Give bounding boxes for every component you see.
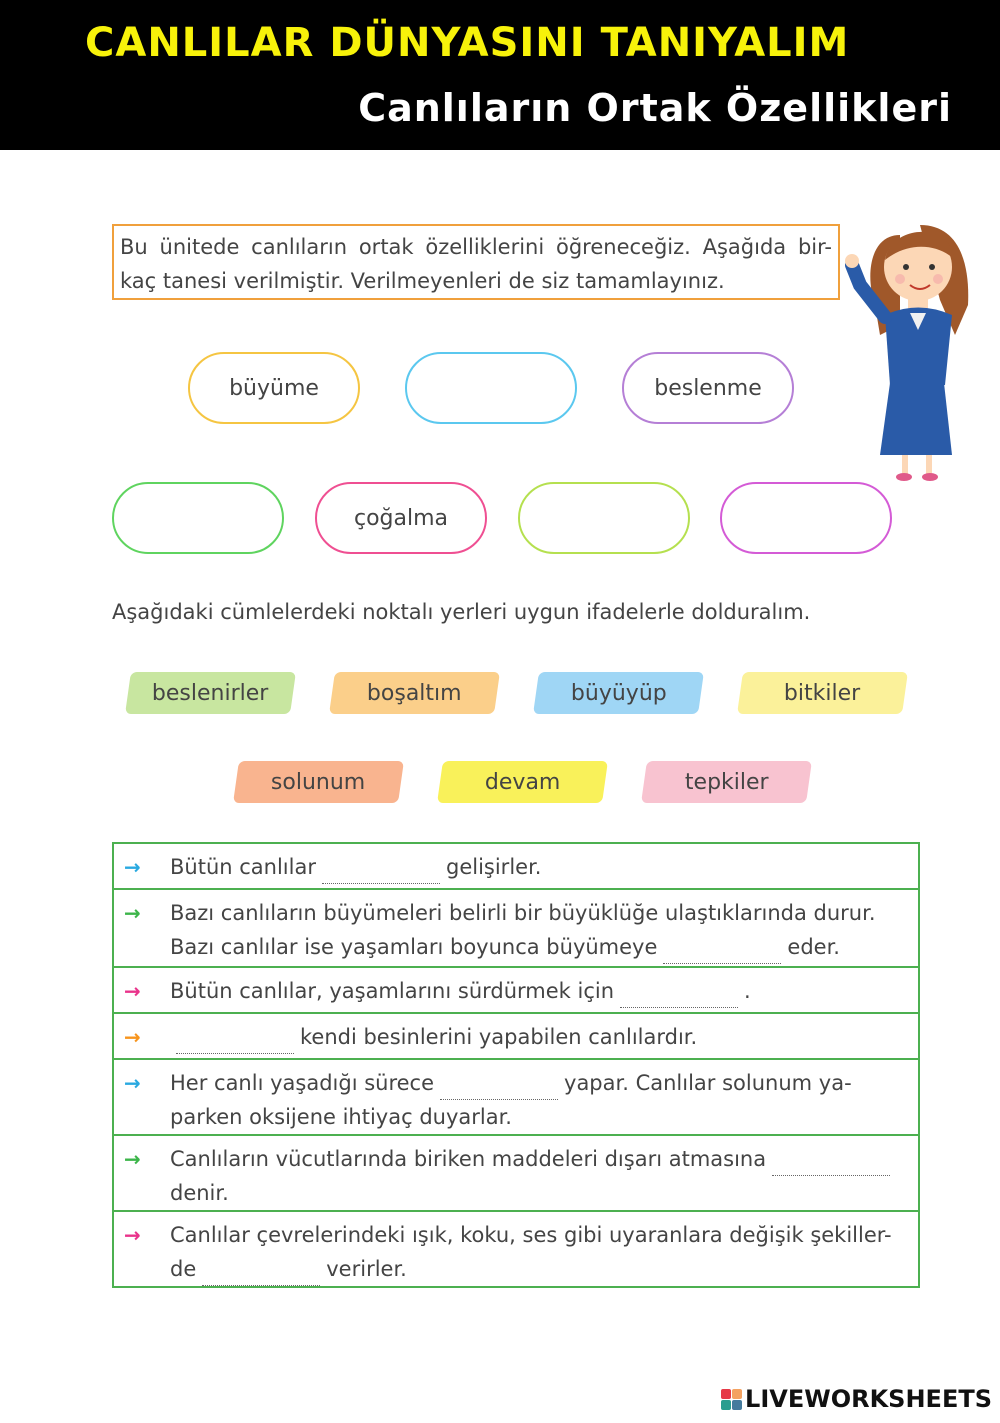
sentence-text: verirler. [326,1257,407,1281]
answer-blank[interactable] [176,1033,294,1054]
arrow-icon: → [124,979,141,1003]
sentence-table [112,842,920,1288]
intro-box: Bu ünitede canlıların ortak özelliklerini öğreneceğiz. Aşağıda bir-kaç tanesi verilmiştir. Verilmeyenleri de siz tamamlayınız. [112,224,840,300]
sentence-text: . [744,979,751,1003]
word-chip[interactable] [737,672,908,714]
table-row [114,1014,918,1060]
cloud-label: beslenme [654,375,762,401]
table-row [114,1212,918,1286]
chip-label: solunum [271,769,366,795]
chip-label: devam [484,769,561,795]
answer-blank[interactable] [663,943,781,964]
sentence-text: Canlıların vücutlarında biriken maddeleri dışarı atmasına [170,1147,767,1171]
cloud-box [188,352,360,424]
word-chip[interactable] [437,761,608,803]
header-banner [0,0,1000,150]
word-chip[interactable] [233,761,404,803]
arrow-icon: → [124,1223,141,1247]
cloud-box-empty[interactable] [405,352,577,424]
teacher-illustration [840,205,980,485]
instruction-text: Aşağıdaki cümlelerdeki noktalı yerleri uygun ifadelerle dolduralım. [112,600,811,624]
arrow-icon: → [124,1147,141,1171]
answer-blank[interactable] [202,1265,320,1286]
footer-brand [721,1385,992,1413]
cloud-label: çoğalma [353,505,449,531]
chip-label: büyüyüp [570,680,667,706]
arrow-icon: → [124,1025,141,1049]
sentence-text: Canlılar çevrelerindeki ışık, koku, ses gibi uyaranlara değişik şekiller-de [170,1223,892,1281]
word-chip[interactable] [125,672,296,714]
liveworksheets-logo-icon [721,1389,742,1410]
arrow-icon: → [124,855,141,879]
sentence-text: eder. [787,935,840,959]
sentence-text: denir. [170,1181,229,1205]
sentence-text: gelişirler. [445,855,542,879]
table-row [114,844,918,890]
sentence-text: kendi besinlerini yapabilen canlılardır. [300,1025,698,1049]
word-chip[interactable] [329,672,500,714]
sentence-text: Her canlı yaşadığı sürece [170,1071,435,1095]
cloud-box [622,352,794,424]
table-row [114,890,918,968]
chip-label: bitkiler [784,680,861,706]
cloud-label: büyüme [229,375,319,401]
page-title: CANLILAR DÜNYASINI TANIYALIM [85,20,850,66]
sentence-text: Bütün canlılar [170,855,316,879]
arrow-icon: → [124,901,141,925]
cloud-box [315,482,487,554]
sentence-text: yapar. Canlılar solunum ya-parken oksijene ihtiyaç duyarlar. [170,1071,852,1129]
page-subtitle: Canlıların Ortak Özellikleri [358,86,952,130]
sentence-text: Bütün canlılar, yaşamlarını sürdürmek için [170,979,615,1003]
cloud-box-empty[interactable] [112,482,284,554]
brand-name: LIVEWORKSHEETS [745,1385,992,1413]
word-chip[interactable] [533,672,704,714]
chip-label: beslenirler [152,680,269,706]
cloud-box-empty[interactable] [518,482,690,554]
chip-label: boşaltım [367,680,462,706]
chip-label: tepkiler [684,769,769,795]
table-row [114,1136,918,1212]
cloud-box-empty[interactable] [720,482,892,554]
table-row [114,968,918,1014]
table-row [114,1060,918,1136]
sentence-text: Bazı canlıların büyümeleri belirli bir büyüklüğe ulaştıklarında durur. Bazı canlılar ise yaşamları boyunca büyümeye [170,901,876,959]
answer-blank[interactable] [440,1079,558,1100]
arrow-icon: → [124,1071,141,1095]
word-chip[interactable] [641,761,812,803]
answer-blank[interactable] [620,987,738,1008]
answer-blank[interactable] [772,1155,890,1176]
answer-blank[interactable] [322,863,440,884]
